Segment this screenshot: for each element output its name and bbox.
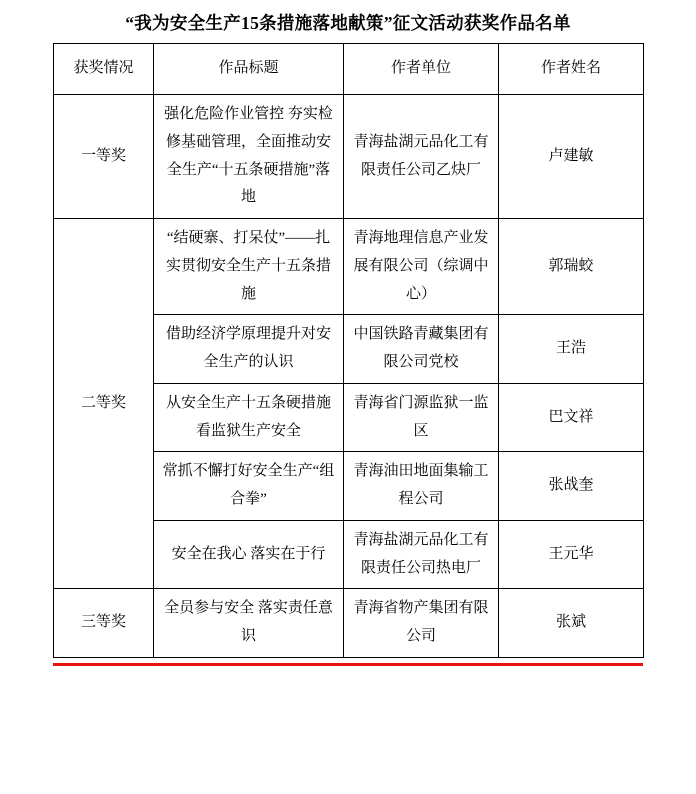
cell-title: 全员参与安全 落实责任意识 — [154, 589, 344, 658]
header-title: 作品标题 — [154, 44, 344, 95]
table-body — [54, 95, 644, 658]
header-author: 作者姓名 — [499, 44, 644, 95]
cell-unit: 青海油田地面集输工程公司 — [344, 452, 499, 521]
table-row — [54, 589, 644, 658]
cell-unit: 青海省门源监狱一监区 — [344, 383, 499, 452]
cell-unit: 青海盐湖元品化工有限责任公司热电厂 — [344, 520, 499, 589]
cell-rank: 三等奖 — [54, 589, 154, 658]
table-row — [54, 95, 644, 219]
cell-rank: 二等奖 — [54, 219, 154, 589]
header-unit: 作者单位 — [344, 44, 499, 95]
cell-unit: 青海盐湖元品化工有限责任公司乙炔厂 — [344, 95, 499, 219]
cell-unit: 青海地理信息产业发展有限公司（综调中心） — [344, 219, 499, 315]
cell-unit: 青海省物产集团有限公司 — [344, 589, 499, 658]
table-header — [54, 44, 644, 95]
table-row — [54, 219, 644, 315]
cell-unit: 中国铁路青藏集团有限公司党校 — [344, 315, 499, 384]
cell-rank: 一等奖 — [54, 95, 154, 219]
cell-title: 从安全生产十五条硬措施看监狱生产安全 — [154, 383, 344, 452]
cell-author: 王元华 — [499, 520, 644, 589]
page-title: “我为安全生产15条措施落地献策”征文活动获奖作品名单 — [125, 13, 571, 33]
award-table — [53, 43, 644, 658]
cell-title: 强化危险作业管控 夯实检修基础管理，全面推动安全生产“十五条硬措施”落地 — [154, 95, 344, 219]
cell-author: 张战奎 — [499, 452, 644, 521]
table-header-row — [54, 44, 644, 95]
cell-author: 王浩 — [499, 315, 644, 384]
cell-title: 安全在我心 落实在于行 — [154, 520, 344, 589]
cell-author: 郭瑞蛟 — [499, 219, 644, 315]
red-divider-rule — [53, 663, 643, 666]
cell-title: “结硬寨、打呆仗”——扎实贯彻安全生产十五条措施 — [154, 219, 344, 315]
cell-author: 张斌 — [499, 589, 644, 658]
header-rank: 获奖情况 — [54, 44, 154, 95]
cell-author: 卢建敏 — [499, 95, 644, 219]
cell-title: 借助经济学原理提升对安全生产的认识 — [154, 315, 344, 384]
award-table-wrapper — [53, 43, 643, 658]
cell-author: 巴文祥 — [499, 383, 644, 452]
cell-title: 常抓不懈打好安全生产“组合拳” — [154, 452, 344, 521]
